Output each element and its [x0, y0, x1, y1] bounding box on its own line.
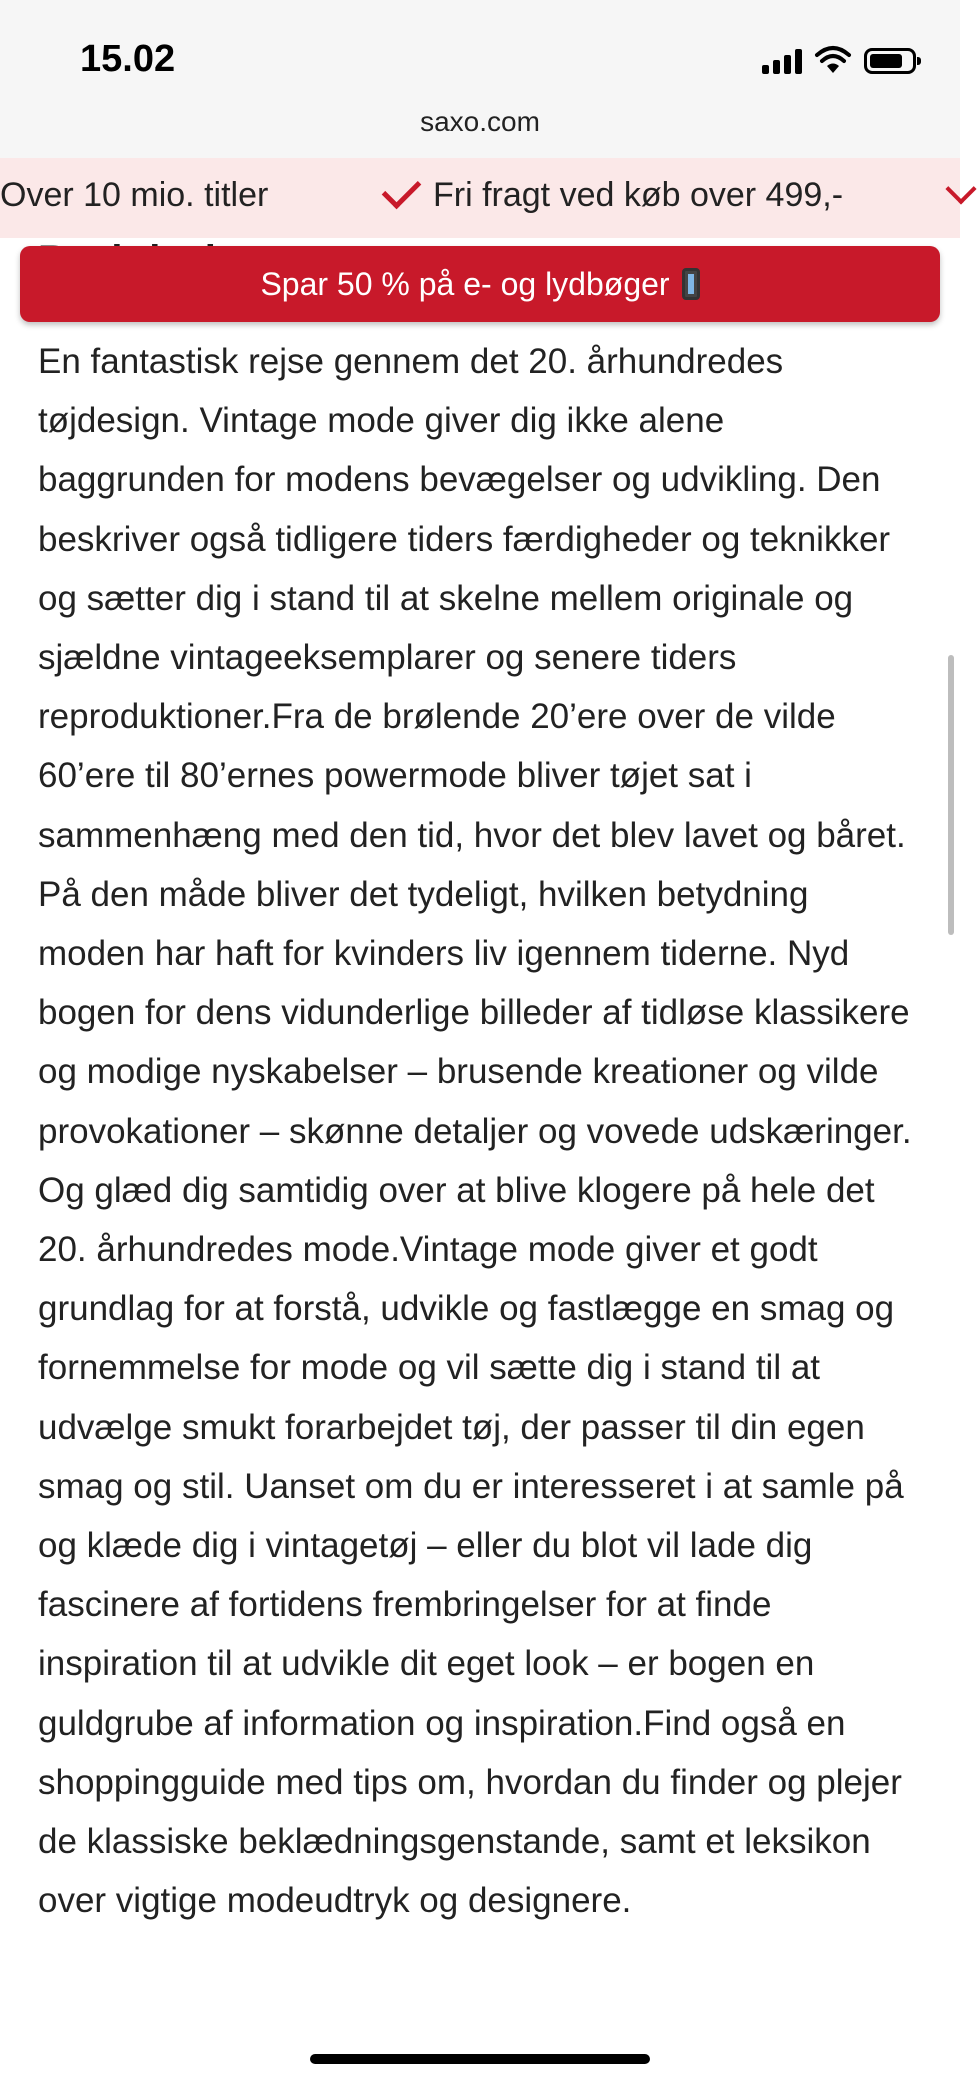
product-description: En fantastisk rejse gennem det 20. århundredes tøjdesign. Vintage mode giver dig ikke alene baggrunden for modens bevægelser og udvikling. Den beskriver også tidligere tiders færdigheder og teknikker og sætter dig i stand til at skelne mellem originale og sjældne vintageeksemplarer og senere tiders reproduktioner.Fra de brølende 20’ere over de vilde 60’ere til 80’ernes powermode bliver tøjet sat i sammenhæng med den tid, hvor det blev lavet og båret. På den måde bliver det tydeligt, hvilken betydning moden har haft for kvinders liv igennem tiderne. Nyd bogen for dens vidunderlige billeder af tidløse klassikere og modige nyskabelser – brusende kreationer og vilde provokationer – skønne detaljer og vovede udskæringer. Og glæd dig samtidig over at blive klogere på hele det 20. århundredes mode.Vintage mode giver et godt grundlag for at forstå, udvikle og fastlægge en smag og fornemmelse for mode og vil sætte dig i stand til at udvælge smukt forarbejdet tøj, der passer til din egen smag og stil. Uanset om du er interesseret i at samle på og klæde dig i vintagetøj – eller du blot vil lade dig fascinere af fortidens frembringelser for at finde inspiration til at udvikle dit eget look – er bogen en guldgrube af information og inspiration.Find også en shoppingguide med tips om, hvordan du finder og plejer de klassiske beklædningsgenstande, samt et leksikon over vigtige modeudtryk og designere. [38, 342, 912, 1921]
status-bar [0, 0, 960, 110]
battery-icon [864, 48, 916, 74]
promo-strip [0, 158, 960, 238]
promo-item-free-shipping [384, 176, 843, 215]
checkmark-icon [382, 170, 422, 210]
address-bar[interactable] [0, 100, 960, 158]
url-text: saxo.com [420, 106, 540, 137]
ebook-offer-button[interactable] [20, 246, 940, 322]
scrollbar[interactable] [948, 655, 954, 935]
cellular-signal-icon [762, 48, 802, 74]
promo-item-free-shipping-label: Fri fragt ved køb over 499,- [433, 176, 844, 214]
home-indicator[interactable] [310, 2054, 650, 2064]
status-icons [762, 44, 916, 78]
promo-item-titles: Over 10 mio. titler [0, 176, 269, 214]
ebook-offer-label: Spar 50 % på e- og lydbøger [260, 265, 670, 302]
next-checkmark-icon [945, 173, 976, 204]
wifi-icon [816, 47, 850, 75]
status-time: 15.02 [80, 38, 176, 80]
mobile-phone-icon [682, 268, 700, 300]
